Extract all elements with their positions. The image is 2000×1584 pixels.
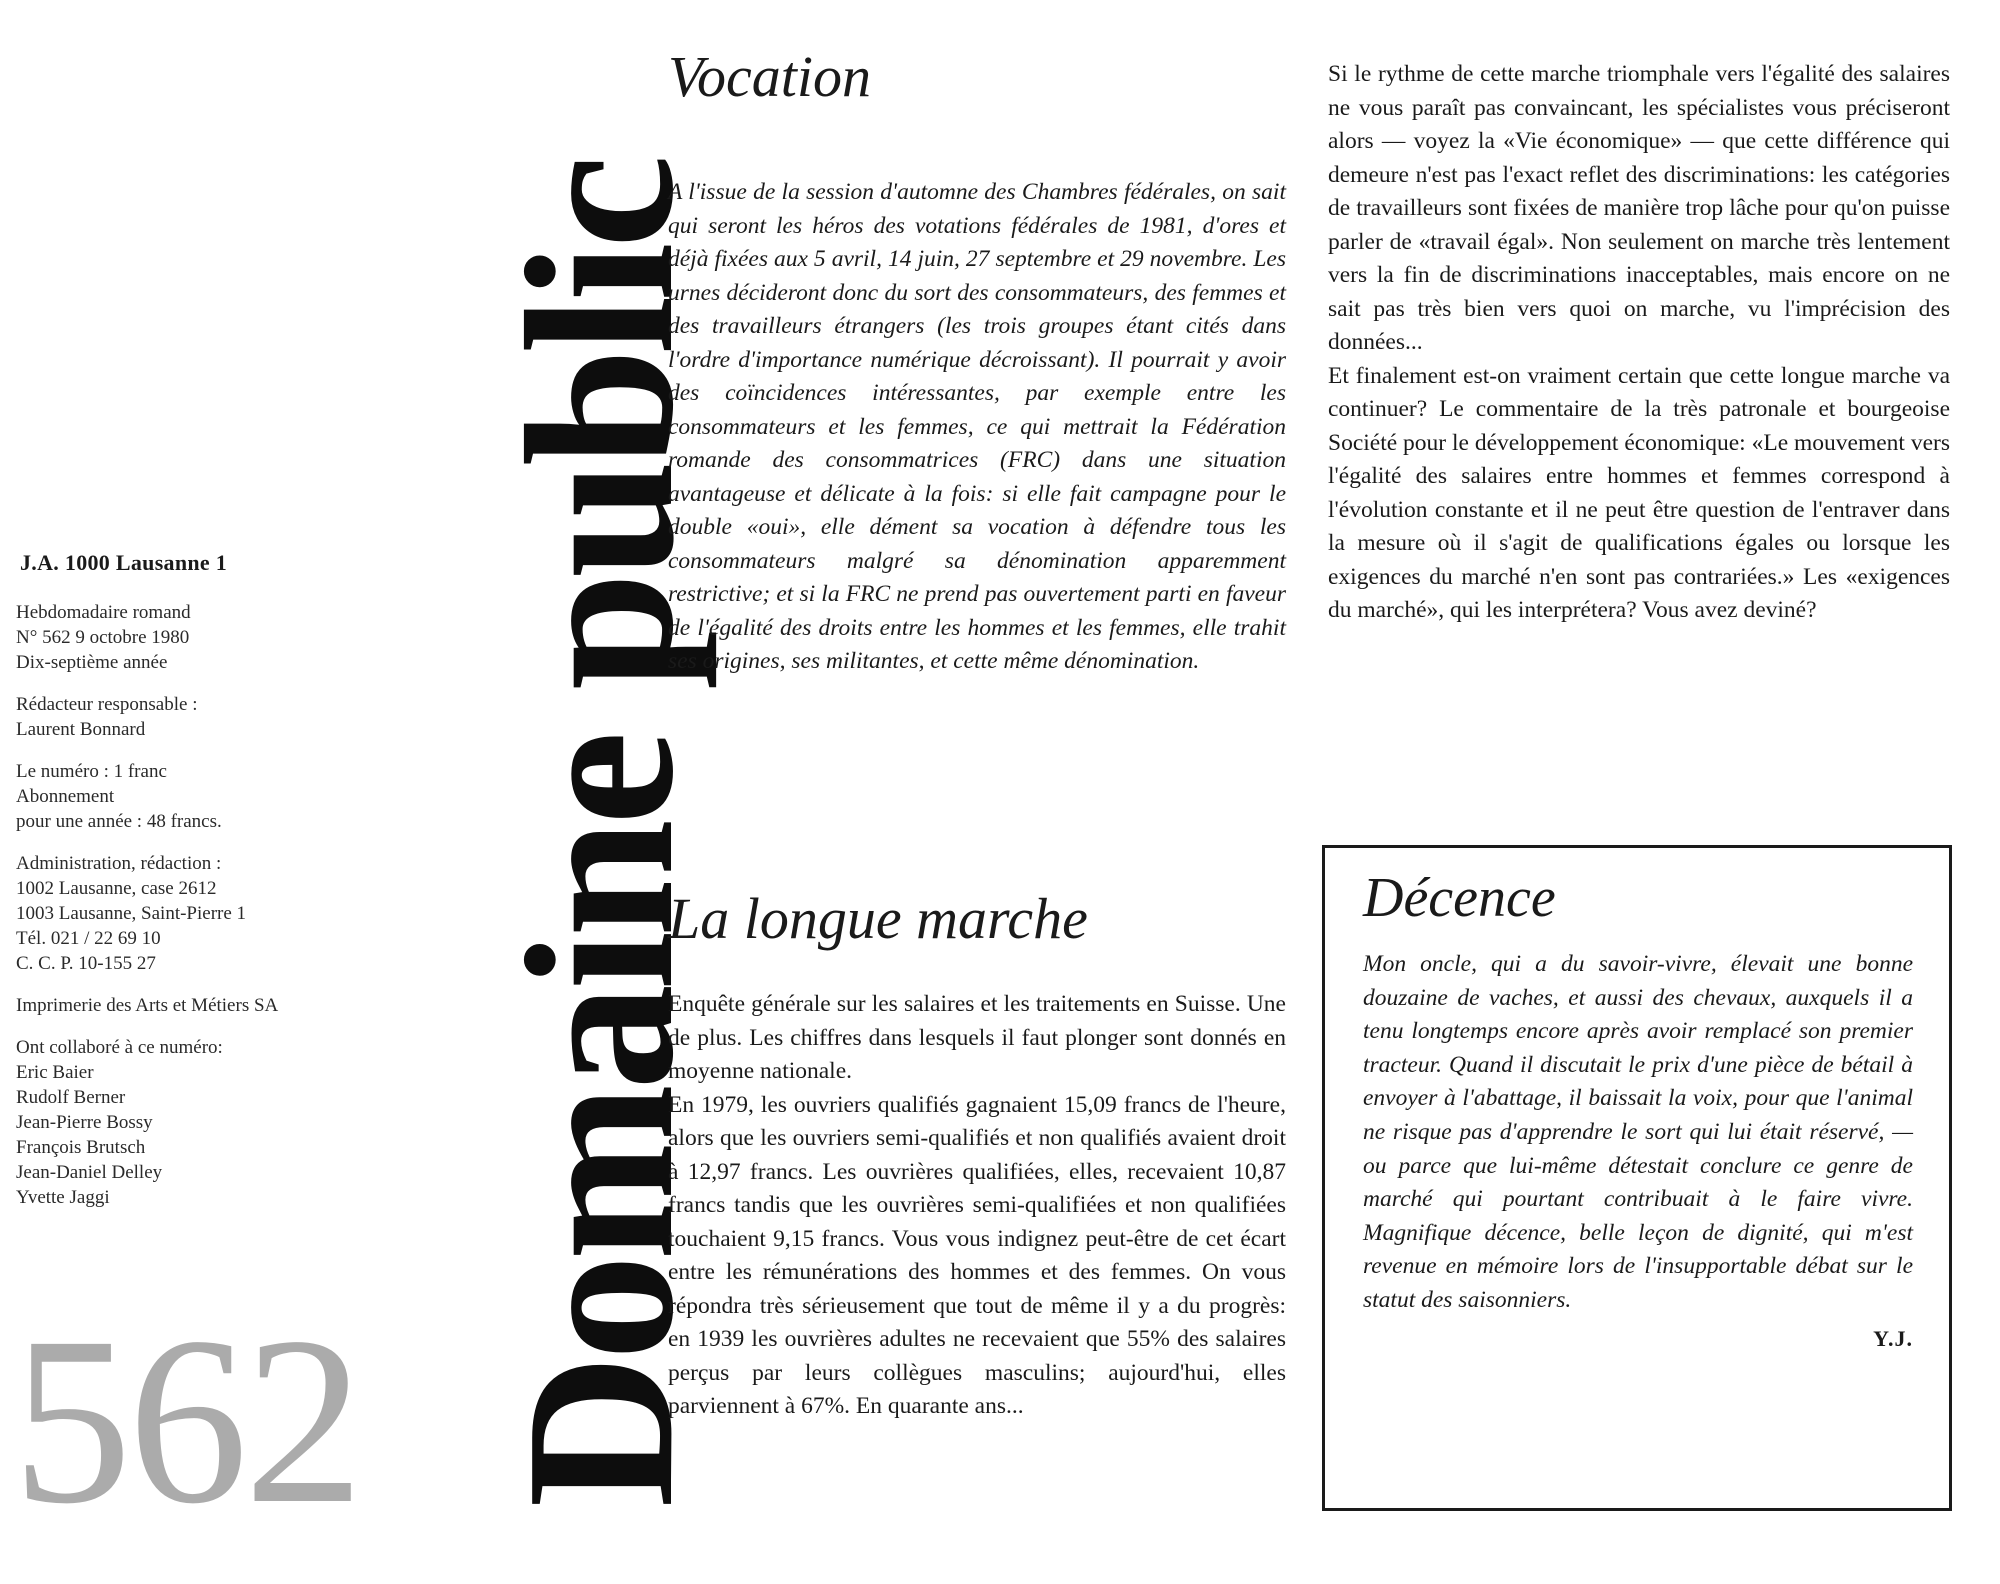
imprint-line: pour une année : 48 francs.	[16, 811, 222, 832]
article-paragraph: Si le rythme de cette marche triomphale vers l'égalité des salaires ne vous paraît pas convaincant, les spécialistes vous préciseront alors — voyez la «Vie économique» — que cette différence qui demeure n'est pas l'exact reflet des discriminations: les catégories de travailleurs sont fixées de manière trop lâche pour qu'on puisse parler de «travail égal». Non seulement on marche très lentement vers la fin de discriminations inacceptables, mais encore on ne sait pas très bien vers quoi on marche, vu l'imprécision des données...	[1328, 61, 1950, 355]
masthead-title: Domaine public	[482, 160, 717, 1508]
postal-mark: J.A. 1000 Lausanne 1	[20, 550, 228, 575]
issue-number: 562	[12, 1287, 360, 1553]
imprint-editor	[16, 692, 416, 742]
article-title: Vocation	[668, 44, 871, 109]
imprint-publication	[16, 600, 416, 675]
imprint-line: Hebdomadaire romand	[16, 602, 191, 623]
imprint-line: Le numéro : 1 franc	[16, 761, 167, 782]
article-vocation	[668, 44, 1286, 679]
imprint-sidebar	[16, 550, 416, 1227]
imprint-administration	[16, 851, 416, 976]
article-body	[1328, 58, 1950, 628]
article-decence-box	[1322, 845, 1952, 1511]
contributor-name: Yvette Jaggi	[16, 1187, 110, 1208]
contributor-name: François Brutsch	[16, 1137, 146, 1158]
imprint-printer	[16, 993, 416, 1018]
imprint-contributors	[16, 1035, 416, 1210]
article-title: Décence	[1363, 867, 1556, 929]
imprint-line: Ont collaboré à ce numéro:	[16, 1037, 223, 1058]
article-longue-marche-continued	[1328, 58, 1950, 628]
imprint-line: Abonnement	[16, 786, 115, 807]
article-paragraph: En 1979, les ouvriers qualifiés gagnaient 15,09 francs de l'heure, alors que les ouvriers semi-qualifiés et non qualifiés avaient droit à 12,97 francs. Les ouvrières qualifiées, elles, recevaient 10,87 francs tandis que les ouvrières semi-qualifiées et non qualifiées touchaient 9,15 francs. Vous vous indignez peut-être de cet écart entre les rémunérations des hommes et des femmes. On vous répondra très sérieusement que tout de même il y a du progrès: en 1939 les ouvrières adultes ne recevaient que 55% des salaires perçus par leurs collègues masculins; aujourd'hui, elles parviennent à 67%. En quarante ans...	[668, 1091, 1286, 1419]
contributor-name: Eric Baier	[16, 1062, 94, 1083]
article-body	[668, 988, 1286, 1424]
imprint-line: Dix-septième année	[16, 652, 168, 673]
article-title: La longue marche	[668, 886, 1088, 951]
imprint-line: 1003 Lausanne, Saint-Pierre 1	[16, 903, 247, 924]
article-paragraph: Et finalement est-on vraiment certain que cette longue marche va continuer? Le commentaire de la très patronale et bourgeoise Société pour le développement économique: «Le mouvement vers l'égalité des salaires entre hommes et femmes correspond à l'évolution constante et il ne peut être question de l'entraver dans la mesure où il s'agit de qualifications égales ou lorsque les exigences du marché n'en sont pas contrariées.» Les «exigences du marché», qui les interprétera? Vous avez deviné?	[1328, 362, 1950, 623]
imprint-line: Administration, rédaction :	[16, 853, 222, 874]
imprint-pricing	[16, 759, 416, 834]
article-body: A l'issue de la session d'automne des Chambres fédérales, on sait qui seront les héros des votations fédérales de 1981, d'ores et déjà fixées aux 5 avril, 14 juin, 27 septembre et 29 novembre. Les urnes décideront donc du sort des consommateurs, des femmes et des travailleurs étrangers (les trois groupes étant cités dans l'ordre d'importance numérique décroissant). Il pourrait y avoir des coïncidences intéressantes, par exemple entre les consommateurs et les femmes, ce qui mettrait la Fédération romande des consommatrices (FRC) dans une situation avantageuse et délicate à la fois: si elle fait campagne pour le double «oui», elle dément sa vocation à défendre tous les consommateurs malgré sa dénomination apparemment restrictive; et si la FRC ne prend pas ouvertement parti en faveur de l'égalité des droits entre les hommes et les femmes, elle trahit ses origines, ses militantes, et cette même dénomination.	[668, 179, 1286, 674]
contributor-name: Jean-Pierre Bossy	[16, 1112, 153, 1133]
imprint-line: Imprimerie des Arts et Métiers SA	[16, 995, 279, 1016]
imprint-line: Rédacteur responsable :	[16, 694, 198, 715]
article-paragraph: Enquête générale sur les salaires et les traitements en Suisse. Une de plus. Les chiffres dans lesquels il faut plonger sont donnés en moyenne nationale.	[668, 991, 1286, 1084]
imprint-line: Tél. 021 / 22 69 10	[16, 928, 161, 949]
imprint-line: 1002 Lausanne, case 2612	[16, 878, 217, 899]
imprint-line: Laurent Bonnard	[16, 719, 146, 740]
author-signature: Y.J.	[1873, 1325, 1913, 1351]
imprint-line: N° 562 9 octobre 1980	[16, 627, 190, 648]
contributor-name: Jean-Daniel Delley	[16, 1162, 163, 1183]
article-longue-marche	[668, 886, 1286, 1424]
article-body: Mon oncle, qui a du savoir-vivre, élevait une bonne douzaine de vaches, et aussi des chevaux, auxquels il a tenu longtemps encore après avoir remplacé son premier tracteur. Quand il discutait le prix d'une pièce de bétail à envoyer à l'abattage, il baissait la voix, pour que l'animal ne risque pas d'apprendre le sort qui lui était réservé, — ou parce que lui-même détestait conclure ce genre de marché qui pourtant contribuait à le faire vivre. Magnifique décence, belle leçon de dignité, qui m'est revenue en mémoire lors de l'insupportable débat sur le statut des saisonniers.	[1363, 951, 1913, 1313]
imprint-line: C. C. P. 10-155 27	[16, 953, 156, 974]
contributor-name: Rudolf Berner	[16, 1087, 126, 1108]
